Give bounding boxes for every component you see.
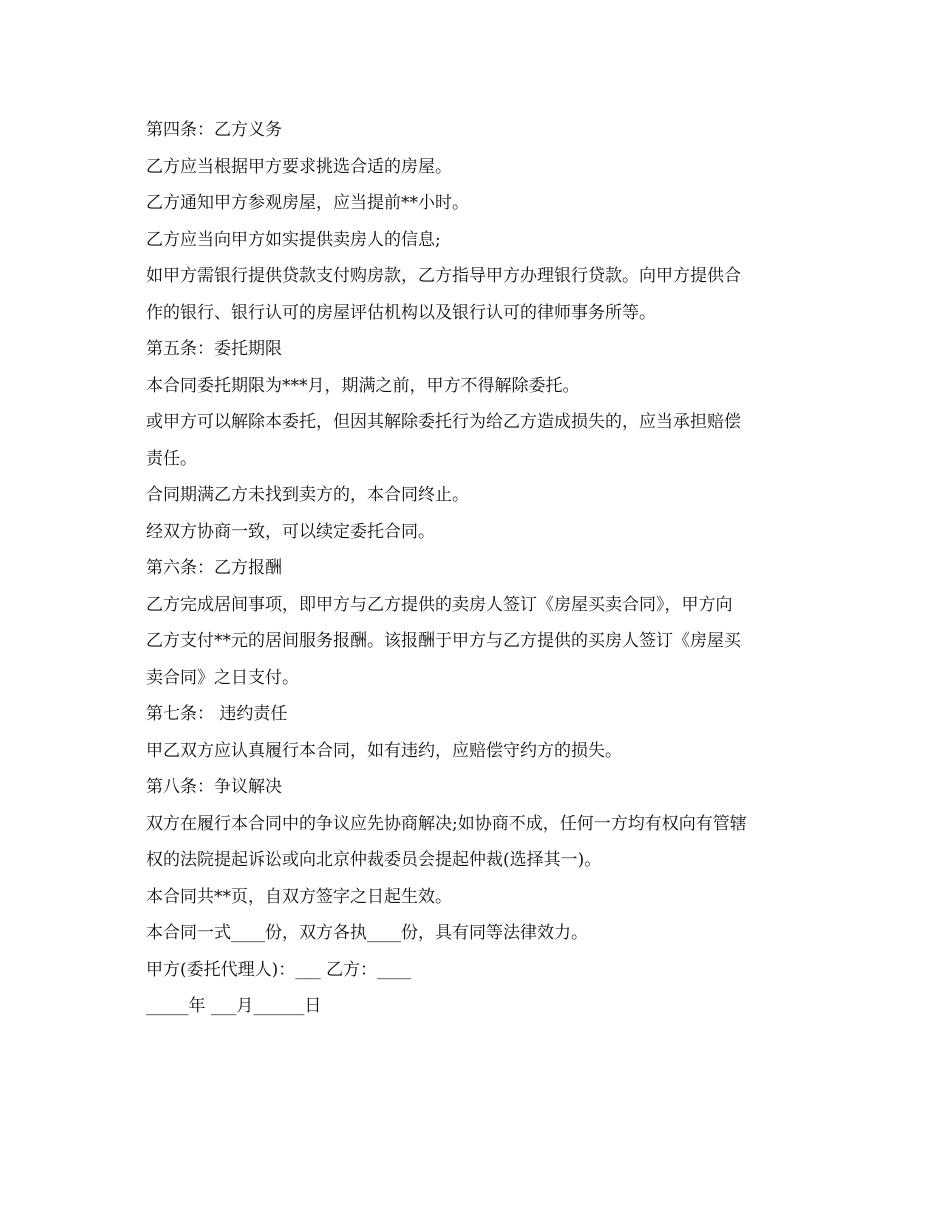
paragraph: 乙方支付**元的居间服务报酬。该报酬于甲方与乙方提供的买房人签订《房屋买: [146, 631, 741, 651]
paragraph: 乙方完成居间事项，即甲方与乙方提供的卖房人签订《房屋买卖合同》，甲方向: [146, 594, 733, 615]
article-8-heading: 第八条：争议解决: [146, 777, 282, 797]
paragraph: 甲乙双方应认真履行本合同，如有违约，应赔偿守约方的损失。: [146, 740, 622, 761]
paragraph: 本合同共**页，自双方签字之日起生效。: [146, 886, 452, 907]
date-line: _____年 ___月______日: [146, 996, 322, 1016]
paragraph: 作的银行、银行认可的房屋评估机构以及银行认可的律师事务所等。: [146, 302, 656, 323]
signature-line: 甲方(委托代理人)：___ 乙方：____: [146, 959, 412, 980]
article-7-heading: 第七条： 违约责任: [146, 704, 288, 724]
paragraph: 卖合同》之日支付。: [146, 667, 299, 688]
paragraph: 本合同委托期限为***月，期满之前，甲方不得解除委托。: [146, 375, 580, 396]
paragraph: 或甲方可以解除本委托，但因其解除委托行为给乙方造成损失的，应当承担赔偿: [146, 412, 741, 432]
paragraph: 合同期满乙方未找到卖方的，本合同终止。: [146, 485, 469, 505]
article-6-heading: 第六条：乙方报酬: [146, 558, 282, 578]
paragraph: 乙方应当向甲方如实提供卖房人的信息;: [146, 229, 441, 250]
paragraph: 权的法院提起诉讼或向北京仲裁委员会提起仲裁(选择其一)。: [146, 850, 602, 870]
paragraph: 双方在履行本合同中的争议应先协商解决;如协商不成，任何一方均有权向有管辖: [146, 813, 747, 834]
article-5-heading: 第五条：委托期限: [146, 339, 282, 359]
paragraph: 本合同一式____份，双方各执____份，具有同等法律效力。: [146, 923, 588, 943]
article-4-heading: 第四条：乙方义务: [146, 120, 282, 140]
paragraph: 责任。: [146, 448, 197, 469]
paragraph: 如甲方需银行提供贷款支付购房款，乙方指导甲方办理银行贷款。向甲方提供合: [146, 266, 741, 286]
document-body: [146, 112, 806, 1025]
paragraph: 乙方通知甲方参观房屋，应当提前**小时。: [146, 193, 469, 213]
paragraph: 乙方应当根据甲方要求挑选合适的房屋。: [146, 156, 452, 177]
paragraph: 经双方协商一致，可以续定委托合同。: [146, 521, 435, 542]
